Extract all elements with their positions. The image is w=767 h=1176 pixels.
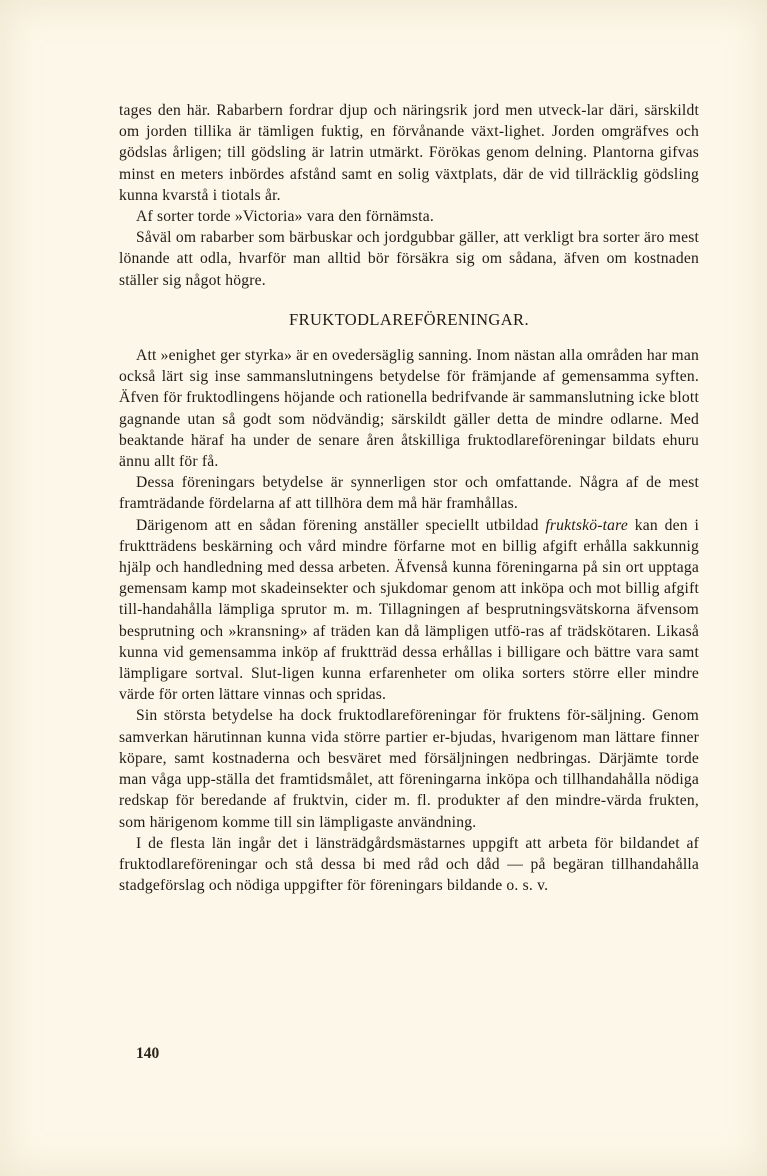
paragraph-varieties: Såväl om rabarber som bärbuskar och jordgubbar gäller, att verkligt bra sorter äro mest lönande att odla, hvarför man alltid bör försäkra sig om sådana, äfven om kostnaden ställer sig något högre. [119,229,699,289]
paragraph-fruit-caretaker [119,515,699,706]
paragraph-unity: Att »enighet ger styrka» är en ovedersäglig sanning. Inom nästan alla områden har man också lärt sig inse sammanslutningens betydelse för främjande af gemensamma syften. Äfven för fruktodlingens höjande och rationella bedrifvande är sammanslutning icke blott gagnande utan så godt som nödvändig; särskildt gäller detta de mindre odlarne. Med beaktande häraf ha under de senare åren åtskilliga fruktodlareföreningar bildats ehuru ännu allt för få. [119,347,699,471]
paragraph-victoria: Af sorter torde »Victoria» vara den förnämsta. [136,208,434,226]
section-heading: FRUKTODLAREFÖRENINGAR. [289,309,529,329]
paragraph-fruit-caretaker-rest: kan den i fruktträdens beskärning och vård mindre förfarne mot en billig afgift erhålla sakkunnig hjälp och handledning med dessa arbeten. Äfvenså kunna föreningarna på sin ort upptaga gemensam kamp mot skadeinsekter och sjukdomar genom att inköpa och mot billig afgift till-handahålla lämpliga sprutor m. m. Tillagningen af besprutningsvätskorna äfvensom besprutning och »kransning» af träden kan då lämpligen utfö-ras af trädskötaren. Likaså kunna vid gemensamma inköp af fruktträd dessa erhållas i billigare och bättre vara samt lämpligare sortval. Slut-ligen kunna erfarenheter om olika sorters större eller mindre värde för orten lättare vinnas och spridas. [119,516,700,704]
italic-term: fruktskö-tare [545,516,628,534]
paragraph-fruit-caretaker-start: Därigenom att en sådan förening anställer speciellt utbildad [136,516,546,534]
paragraph-sales: Sin största betydelse ha dock fruktodlareföreningar för fruktens för-säljning. Genom samverkan härutinnan kunna vida större partier er-bjudas, hvarigenom man lättare finner köpare, samt kostnaderna och besväret med försäljningen nedbringas. Därjämte torde man våga upp-ställa det framtidsmålet, att föreningarna inköpa och tillhandahålla nödiga redskap för beredande af fruktvin, cider m. fl. produkter af den mindre-värda frukten, som härigenom komme till sin lämpligaste användning. [119,707,699,831]
paragraph-rabarber-cultivation: tages den här. Rabarbern fordrar djup och näringsrik jord men utveck-lar däri, särskildt om jorden tillika är tämligen fuktig, en förvånande växt-lighet. Jorden omgräfves och gödslas årligen; till gödsling är latrin utmärkt. Förökas genom delning. Plantorna gifvas minst en meters inbördes afstånd samt en solig växtplats, där de vid tillräcklig gödsling kunna kvarstå i tiotals år. [119,102,699,204]
page-number: 140 [136,1045,160,1062]
paragraph-significance: Dessa föreningars betydelse är synnerligen stor och omfattande. Några af de mest framträdande fördelarna af att tillhöra dem må här framhållas. [119,474,699,513]
paragraph-county-gardeners: I de flesta län ingår det i länsträdgårdsmästarnes uppgift att arbeta för bildandet af fruktodlareföreningar och stå dessa bi med råd och dåd — på begäran tillhandahålla stadgeförslag och nödiga uppgifter för föreningars bildande o. s. v. [119,834,699,895]
body-text [119,100,699,896]
